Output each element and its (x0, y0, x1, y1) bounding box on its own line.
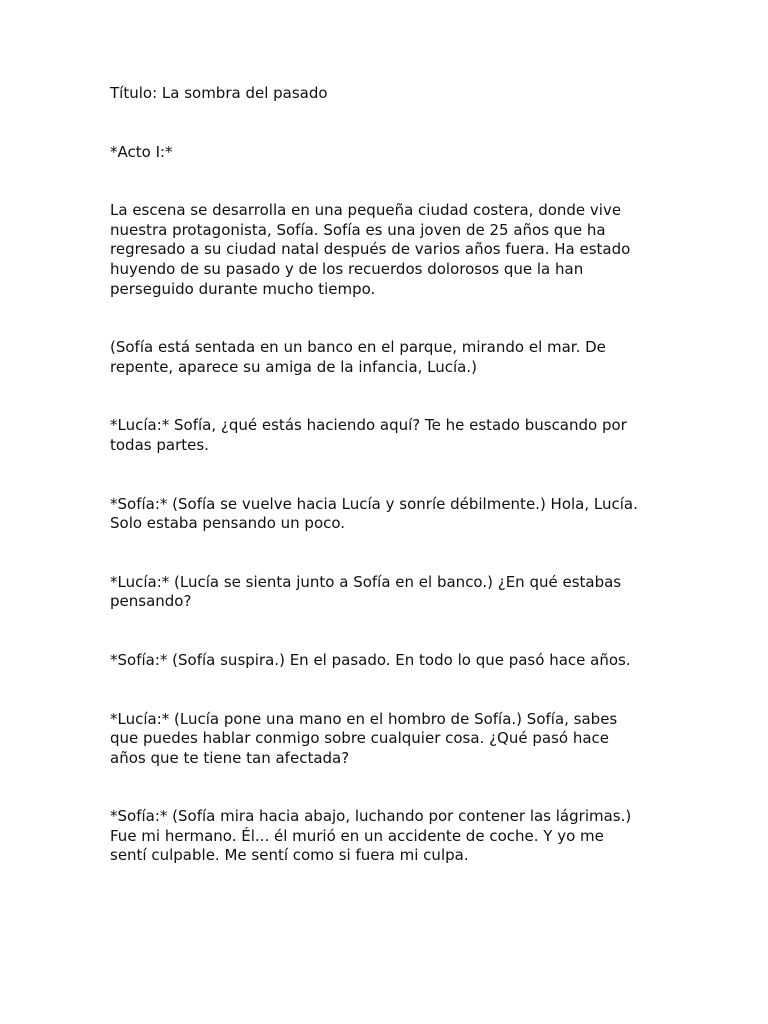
paragraph-dialogue-sofia-3: *Sofía:* (Sofía mira hacia abajo, luchando por contener las lágrimas.) Fue mi hermano. Él... él murió en un accidente de coche. Y yo me sentí culpable. Me sentí como si fuera mi culpa. (110, 807, 632, 865)
paragraph-dialogue-lucia-3: *Lucía:* (Lucía pone una mano en el hombro de Sofía.) Sofía, sabes que puedes hablar conmigo sobre cualquier cosa. ¿Qué pasó hace años que te tiene tan afectada? (110, 709, 618, 767)
document-title: Título: La sombra del pasado (110, 84, 328, 102)
document-page (110, 84, 670, 905)
paragraph-dialogue-sofia-1: *Sofía:* (Sofía se vuelve hacia Lucía y sonríe débilmente.) Hola, Lucía. Solo estaba pensando un poco. (110, 494, 638, 533)
paragraph-stage-direction: (Sofía está sentada en un banco en el parque, mirando el mar. De repente, aparece su amiga de la infancia, Lucía.) (110, 338, 606, 376)
paragraph-scene-description: La escena se desarrolla en una pequeña ciudad costera, donde vive nuestra protagonista, Sofía. Sofía es una joven de 25 años que ha regresado a su ciudad natal después de varios años fuera. Ha estado huyendo de su pasado y de los recuerdos dolorosos que la han perseguido durante mucho tiempo. (110, 201, 631, 298)
act-heading: *Acto I:* (110, 142, 173, 161)
paragraph-dialogue-lucia-2: *Lucía:* (Lucía se sienta junto a Sofía en el banco.) ¿En qué estabas pensando? (110, 572, 622, 611)
paragraph-dialogue-sofia-2: *Sofía:* (Sofía suspira.) En el pasado. En todo lo que pasó hace años. (110, 650, 631, 669)
paragraph-dialogue-lucia-1: *Lucía:* Sofía, ¿qué estás haciendo aquí? Te he estado buscando por todas partes. (110, 416, 627, 454)
